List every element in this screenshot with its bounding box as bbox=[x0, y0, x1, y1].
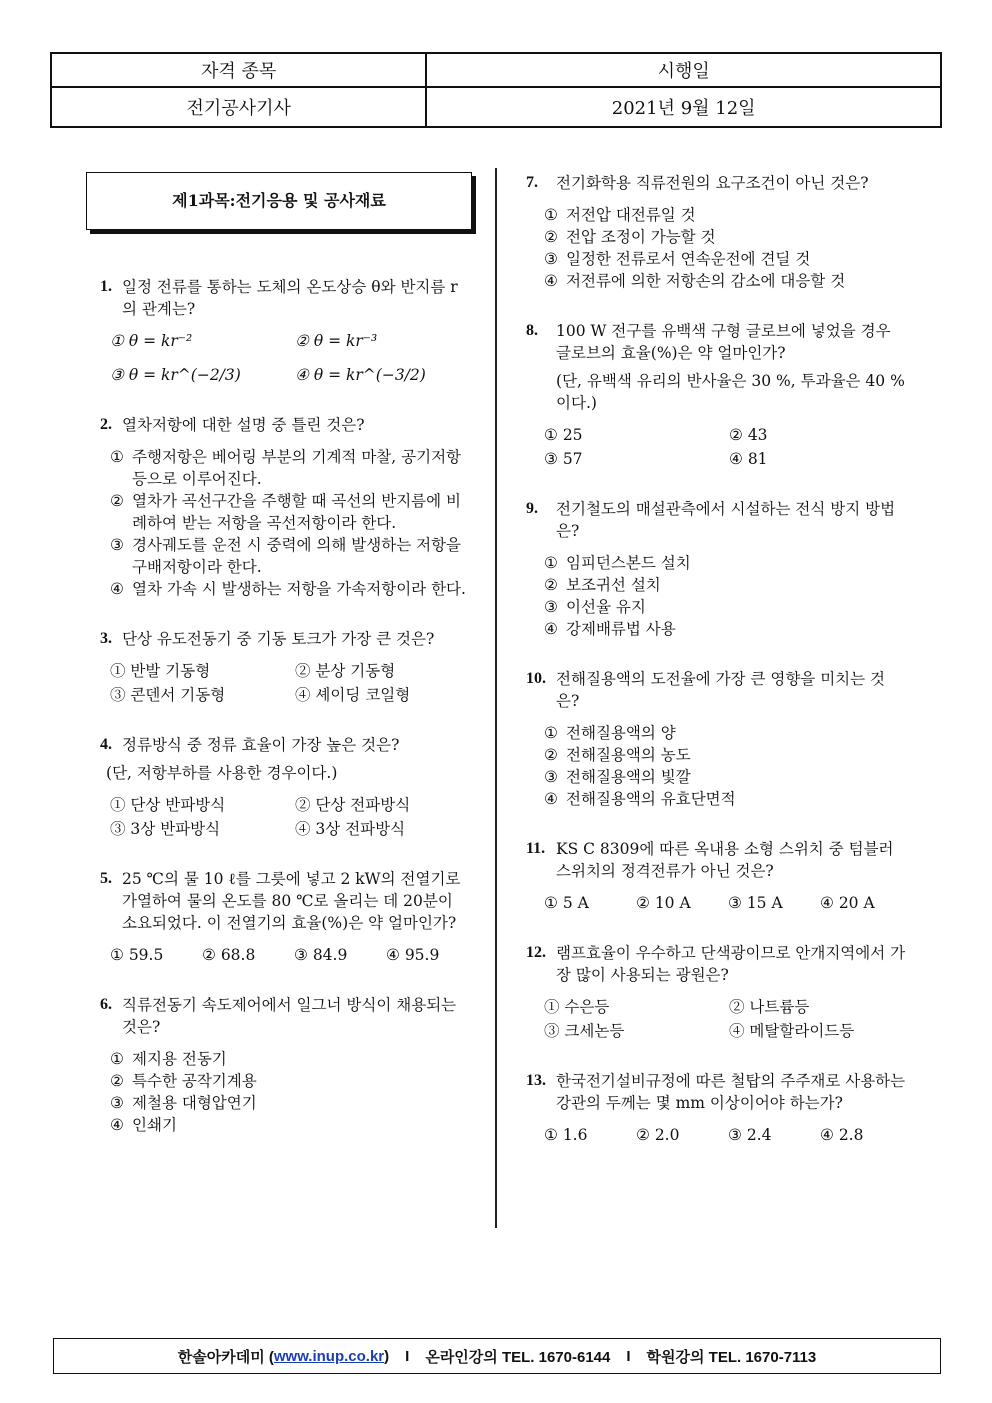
header-date-value: 2021년 9월 12일 bbox=[426, 87, 941, 127]
option-3 bbox=[544, 248, 906, 270]
option-marker: ① bbox=[544, 724, 558, 742]
option-1: ① 25 bbox=[544, 426, 583, 444]
question-number: 4. bbox=[100, 736, 112, 753]
question-6 bbox=[100, 994, 470, 1136]
options bbox=[526, 204, 906, 292]
option-text: 열차가 곡선구간을 주행할 때 곡선의 반지름에 비례하여 받는 저항을 곡선저항이라 한다. bbox=[132, 492, 462, 532]
question-5 bbox=[100, 868, 470, 966]
question-stem: 열차저항에 대한 설명 중 틀린 것은? bbox=[122, 416, 365, 434]
option-3 bbox=[110, 534, 470, 578]
options bbox=[526, 996, 906, 1042]
option-marker: ④ bbox=[544, 790, 558, 808]
option-text: 전해질용액의 유효단면적 bbox=[566, 790, 736, 808]
option-4: ④ 20 A bbox=[820, 894, 875, 912]
option-3: ③ 15 A bbox=[728, 894, 783, 912]
options bbox=[100, 944, 470, 966]
option-3: ③ 콘덴서 기동형 bbox=[110, 686, 226, 704]
options bbox=[100, 794, 470, 840]
option-2: ② 43 bbox=[729, 426, 768, 444]
option-marker: ② bbox=[544, 228, 558, 246]
question-11 bbox=[526, 838, 906, 914]
question-4 bbox=[100, 734, 470, 840]
question-number: 3. bbox=[100, 630, 112, 647]
option-text: 저전류에 의한 저항손의 감소에 대응할 것 bbox=[566, 272, 846, 290]
options bbox=[526, 552, 906, 640]
option-marker: ② bbox=[544, 576, 558, 594]
header-category-value: 전기공사기사 bbox=[51, 87, 426, 127]
option-text: 인쇄기 bbox=[132, 1116, 177, 1134]
option-4: ④ 81 bbox=[729, 450, 768, 468]
question-note: (단, 저항부하를 사용한 경우이다.) bbox=[106, 764, 338, 782]
question-9 bbox=[526, 498, 906, 640]
option-2 bbox=[544, 226, 906, 248]
option-1 bbox=[110, 446, 470, 490]
option-1 bbox=[110, 1048, 470, 1070]
option-text: 열차 가속 시 발생하는 저항을 가속저항이라 한다. bbox=[132, 580, 466, 598]
option-4: ④ θ = kr^(−3/2) bbox=[295, 366, 426, 384]
question-stem: 램프효율이 우수하고 단색광이므로 안개지역에서 가장 많이 사용되는 광원은? bbox=[556, 944, 906, 984]
option-1 bbox=[544, 204, 906, 226]
option-marker: ③ bbox=[110, 1094, 124, 1112]
question-number: 9. bbox=[526, 500, 538, 517]
option-marker: ④ bbox=[110, 1116, 124, 1134]
option-text: 주행저항은 베어링 부분의 기계적 마찰, 공기저항 등으로 이루어진다. bbox=[132, 448, 462, 488]
question-number: 1. bbox=[100, 278, 112, 295]
option-1: ① 59.5 bbox=[110, 946, 164, 964]
option-4: ④ 3상 전파방식 bbox=[295, 820, 406, 838]
header-category-label: 자격 종목 bbox=[51, 53, 426, 87]
question-number: 8. bbox=[526, 322, 538, 339]
footer-online-tel: 온라인강의 TEL. 1670-6144 bbox=[425, 1348, 611, 1366]
question-number: 2. bbox=[100, 416, 112, 433]
option-3 bbox=[544, 766, 906, 788]
option-marker: ③ bbox=[544, 598, 558, 616]
option-marker: ① bbox=[544, 554, 558, 572]
option-1: ① θ = kr⁻² bbox=[110, 332, 193, 350]
question-7 bbox=[526, 172, 906, 292]
question-10 bbox=[526, 668, 906, 810]
question-8 bbox=[526, 320, 906, 470]
option-text: 전해질용액의 양 bbox=[566, 724, 676, 742]
option-1: ① 반발 기동형 bbox=[110, 662, 211, 680]
option-2 bbox=[110, 1070, 470, 1092]
footer-offline-tel: 학원강의 TEL. 1670-7113 bbox=[646, 1348, 817, 1366]
option-3: ③ 2.4 bbox=[728, 1126, 772, 1144]
option-1 bbox=[544, 722, 906, 744]
option-4 bbox=[544, 270, 906, 292]
options bbox=[526, 424, 906, 470]
option-text: 강제배류법 사용 bbox=[566, 620, 676, 638]
question-number: 12. bbox=[526, 944, 546, 961]
question-stem: 100 W 전구를 유백색 구형 글로브에 넣었을 경우 글로브의 효율(%)은 약 얼마인가? bbox=[556, 322, 891, 362]
option-text: 전해질용액의 빛깔 bbox=[566, 768, 691, 786]
option-text: 보조귀선 설치 bbox=[566, 576, 661, 594]
question-number: 5. bbox=[100, 870, 112, 887]
option-2: ② 10 A bbox=[636, 894, 691, 912]
footer-paren: ) bbox=[384, 1347, 390, 1365]
question-stem: 정류방식 중 정류 효율이 가장 높은 것은? bbox=[122, 736, 400, 754]
option-2 bbox=[110, 490, 470, 534]
subject-title: 제1과목:전기응용 및 공사재료 bbox=[86, 172, 472, 230]
option-4: ④ 2.8 bbox=[820, 1126, 864, 1144]
option-marker: ③ bbox=[544, 768, 558, 786]
option-marker: ① bbox=[110, 1050, 124, 1068]
question-note: (단, 유백색 유리의 반사율은 30 %, 투과율은 40 %이다.) bbox=[556, 372, 905, 412]
option-2 bbox=[544, 744, 906, 766]
option-1: ① 수은등 bbox=[544, 998, 610, 1016]
option-3: ③ 3상 반파방식 bbox=[110, 820, 221, 838]
column-divider bbox=[495, 168, 497, 1228]
footer-separator: I bbox=[405, 1347, 410, 1365]
option-2 bbox=[544, 574, 906, 596]
options bbox=[100, 1048, 470, 1136]
header-date-label: 시행일 bbox=[426, 53, 941, 87]
option-3: ③ 84.9 bbox=[294, 946, 348, 964]
option-text: 이선율 유지 bbox=[566, 598, 646, 616]
question-number: 11. bbox=[526, 840, 546, 857]
option-marker: ② bbox=[110, 1072, 124, 1090]
option-marker: ④ bbox=[544, 620, 558, 638]
option-3 bbox=[110, 1092, 470, 1114]
option-text: 제지용 전동기 bbox=[132, 1050, 227, 1068]
options bbox=[526, 722, 906, 810]
option-3: ③ θ = kr^(−2/3) bbox=[110, 366, 241, 384]
option-1: ① 단상 반파방식 bbox=[110, 796, 226, 814]
question-stem: 일정 전류를 통하는 도체의 온도상승 θ와 반지름 r의 관계는? bbox=[122, 278, 458, 318]
option-4: ④ 셰이딩 코일형 bbox=[295, 686, 411, 704]
question-number: 13. bbox=[526, 1072, 546, 1089]
option-2: ② 분상 기동형 bbox=[295, 662, 396, 680]
option-4 bbox=[110, 578, 470, 600]
option-4 bbox=[110, 1114, 470, 1136]
question-number: 10. bbox=[526, 670, 546, 687]
options bbox=[100, 660, 470, 706]
option-4: ④ 메탈할라이드등 bbox=[729, 1022, 855, 1040]
option-text: 특수한 공작기계용 bbox=[132, 1072, 257, 1090]
question-stem: 전기화학용 직류전원의 요구조건이 아닌 것은? bbox=[556, 174, 869, 192]
option-text: 전해질용액의 농도 bbox=[566, 746, 691, 764]
footer-separator: I bbox=[626, 1347, 631, 1365]
option-2: ② 2.0 bbox=[636, 1126, 680, 1144]
option-1 bbox=[544, 552, 906, 574]
option-2: ② 단상 전파방식 bbox=[295, 796, 411, 814]
option-text: 일정한 전류로서 연속운전에 견딜 것 bbox=[566, 250, 811, 268]
options bbox=[100, 446, 470, 600]
option-2: ② θ = kr⁻³ bbox=[295, 332, 378, 350]
option-4 bbox=[544, 788, 906, 810]
option-text: 제철용 대형압연기 bbox=[132, 1094, 257, 1112]
question-stem: 전기철도의 매설관측에서 시설하는 전식 방지 방법은? bbox=[556, 500, 896, 540]
options bbox=[526, 1124, 906, 1146]
footer-academy: 한솔아카데미 ( bbox=[177, 1348, 274, 1366]
option-marker: ③ bbox=[544, 250, 558, 268]
option-marker: ② bbox=[544, 746, 558, 764]
option-marker: ① bbox=[544, 206, 558, 224]
question-3 bbox=[100, 628, 470, 706]
footer-bar bbox=[53, 1338, 941, 1374]
option-text: 저전압 대전류일 것 bbox=[566, 206, 696, 224]
exam-header-table bbox=[50, 52, 942, 128]
question-stem: 전해질용액의 도전율에 가장 큰 영향을 미치는 것은? bbox=[556, 670, 886, 710]
option-3: ③ 크세논등 bbox=[544, 1022, 625, 1040]
options bbox=[100, 330, 470, 386]
question-2 bbox=[100, 414, 470, 600]
question-1 bbox=[100, 276, 470, 386]
right-column bbox=[526, 172, 906, 1174]
option-text: 임피던스본드 설치 bbox=[566, 554, 691, 572]
options bbox=[526, 892, 906, 914]
option-1: ① 1.6 bbox=[544, 1126, 588, 1144]
option-marker: ③ bbox=[110, 536, 124, 554]
question-13 bbox=[526, 1070, 906, 1146]
footer-website-link[interactable]: www.inup.co.kr bbox=[273, 1347, 385, 1365]
option-text: 전압 조정이 가능할 것 bbox=[566, 228, 716, 246]
option-marker: ④ bbox=[544, 272, 558, 290]
question-number: 7. bbox=[526, 174, 538, 191]
option-3: ③ 57 bbox=[544, 450, 583, 468]
question-stem: KS C 8309에 따른 옥내용 소형 스위치 중 텀블러스위치의 정격전류가 아닌 것은? bbox=[556, 840, 894, 880]
question-stem: 한국전기설비규정에 따른 철탑의 주주재로 사용하는 강관의 두께는 몇 mm 이상이어야 하는가? bbox=[556, 1072, 906, 1112]
option-4: ④ 95.9 bbox=[386, 946, 440, 964]
question-number: 6. bbox=[100, 996, 112, 1013]
question-stem: 단상 유도전동기 중 기동 토크가 가장 큰 것은? bbox=[122, 630, 435, 648]
question-12 bbox=[526, 942, 906, 1042]
question-stem: 직류전동기 속도제어에서 일그너 방식이 채용되는 것은? bbox=[122, 996, 457, 1036]
option-marker: ② bbox=[110, 492, 124, 510]
option-marker: ① bbox=[110, 448, 124, 466]
option-marker: ④ bbox=[110, 580, 124, 598]
option-3 bbox=[544, 596, 906, 618]
left-column bbox=[100, 172, 470, 1164]
option-2: ② 나트륨등 bbox=[729, 998, 810, 1016]
question-stem: 25 ℃의 물 10 ℓ를 그릇에 넣고 2 kW의 전열기로 가열하여 물의 온도를 80 ℃로 올리는 데 20분이 소요되었다. 이 전열기의 효율(%)은 약 얼마인가? bbox=[122, 870, 461, 932]
option-1: ① 5 A bbox=[544, 894, 589, 912]
option-2: ② 68.8 bbox=[202, 946, 256, 964]
option-4 bbox=[544, 618, 906, 640]
option-text: 경사궤도를 운전 시 중력에 의해 발생하는 저항을 구배저항이라 한다. bbox=[132, 536, 462, 576]
